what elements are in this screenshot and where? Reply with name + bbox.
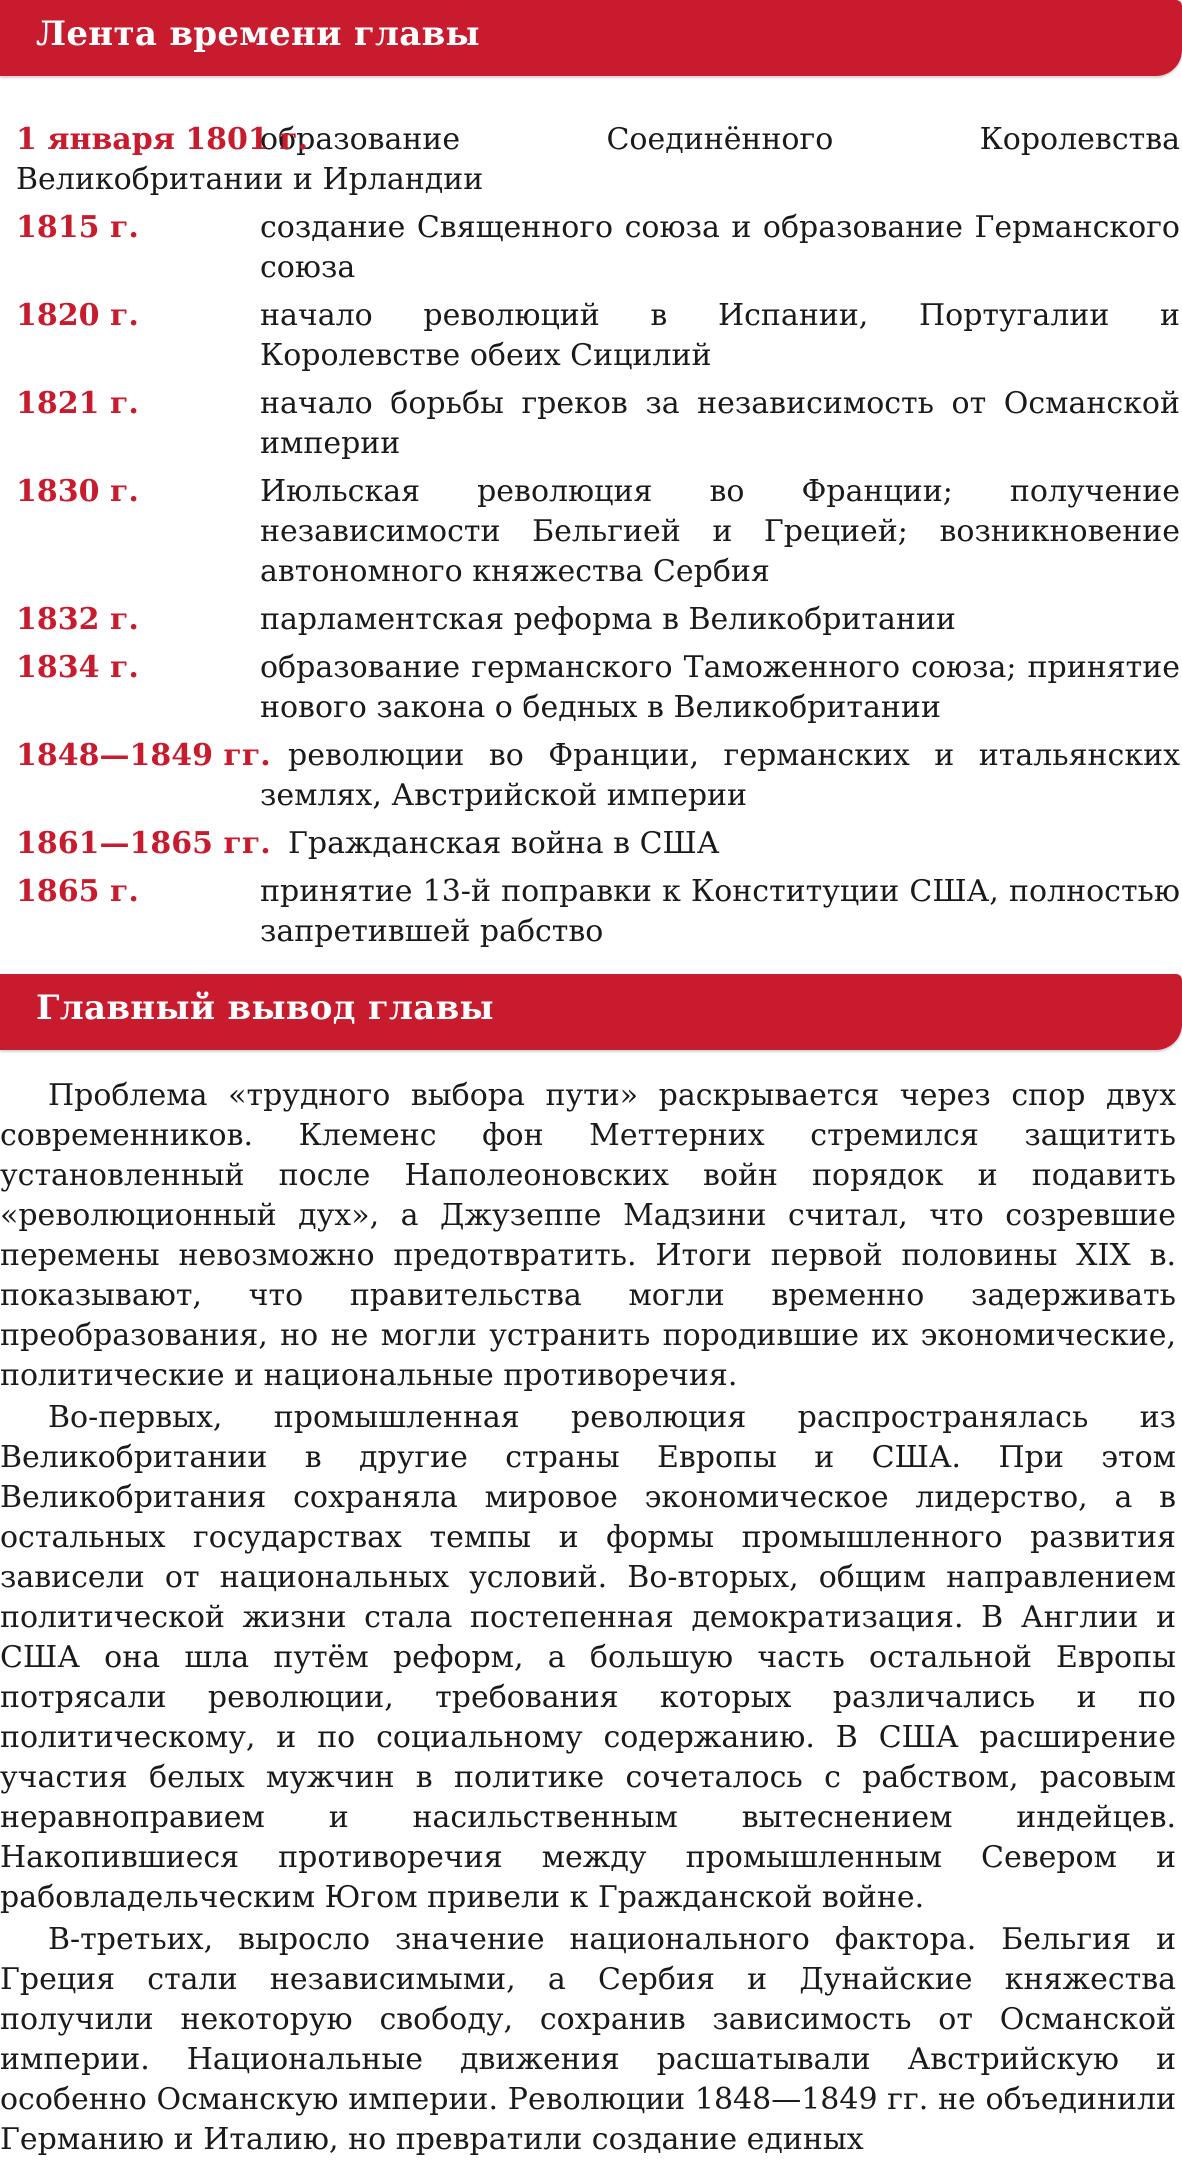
timeline-entry [16, 120, 1182, 200]
timeline-entry [16, 872, 1182, 952]
timeline-entry [16, 296, 1182, 376]
timeline-entry [16, 208, 1182, 288]
timeline-description: образование Соединённого Королевства Великобритании и Ирландии [16, 122, 1180, 197]
conclusion-paragraph: Проблема «трудного выбора пути» раскрывается через спор двух современников. Клеменс фон Меттерних стремился защитить установленный после Наполеоновских войн порядок и подавить «революционный дух», а Джузеппе Мадзини считал, что созревшие перемены невозможно предотвратить. Итоги первой половины XIX в. показывают, что правительства могли временно задерживать преобразования, но не могли устранить породившие их экономические, политические и национальные противоречия. [0, 1078, 1176, 1393]
conclusion-section-title: Главный вывод главы [36, 988, 494, 1028]
conclusion-section-banner [0, 974, 1182, 1050]
timeline-date: 1820 г. [16, 298, 139, 333]
timeline-entry [16, 472, 1182, 592]
timeline-date: 1865 г. [16, 874, 139, 909]
timeline-description: образование германского Таможенного союза; принятие нового закона о бедных в Великобритании [260, 650, 1180, 725]
timeline-date: 1 января 1801 г. [16, 122, 309, 157]
timeline-description: революции во Франции, германских и итальянских землях, Австрийской империи [260, 738, 1180, 813]
timeline-entry [16, 648, 1182, 728]
timeline-description: принятие 13-й поправки к Конституции США, полностью запретившей рабство [260, 874, 1180, 949]
conclusion-paragraph: Во-первых, промышленная революция распространялась из Великобритании в другие страны Европы и США. При этом Великобритания сохраняла мировое экономическое лидерство, а в остальных государствах темпы и формы промышленного развития зависели от национальных условий. Во-вторых, общим направлением политической жизни стала постепенная демократизация. В Англии и США она шла путём реформ, а большую часть остальной Европы потрясали революции, требования которых различались и по политическому, и по социальному содержанию. В США расширение участия белых мужчин в политике сочеталось с рабством, расовым неравноправием и насильственным вытеснением индейцев. Накопившиеся противоречия между промышленным Севером и рабовладельческим Югом привели к Гражданской войне. [0, 1400, 1176, 1915]
timeline-entry [16, 384, 1182, 464]
timeline-date: 1830 г. [16, 474, 139, 509]
timeline-entry [16, 736, 1182, 816]
timeline-entry [16, 824, 1182, 864]
timeline-date: 1815 г. [16, 210, 139, 245]
timeline-description: начало революций в Испании, Португалии и Королевстве обеих Сицилий [260, 298, 1180, 373]
timeline-description: начало борьбы греков за независимость от Османской империи [260, 386, 1180, 461]
timeline-description: Гражданская война в США [288, 826, 720, 861]
timeline-date: 1832 г. [16, 602, 139, 637]
timeline-section-banner [0, 0, 1182, 76]
conclusion-paragraph: В-третьих, выросло значение национального фактора. Бельгия и Греция стали независимыми, а Сербия и Дунайские княжества получили некоторую свободу, сохранив зависимость от Османской империи. Национальные движения расшатывали Австрийскую и особенно Османскую империи. Революции 1848—1849 гг. не объединили Германию и Италию, но превратили создание единых [0, 1922, 1176, 2157]
conclusion-text [0, 1076, 1176, 2162]
timeline-date: 1848—1849 гг. [16, 738, 271, 773]
timeline-date: 1834 г. [16, 650, 139, 685]
timeline-description: создание Священного союза и образование Германского союза [260, 210, 1180, 285]
timeline-date: 1861—1865 гг. [16, 826, 271, 861]
timeline-list [16, 120, 1182, 960]
timeline-section-title: Лента времени главы [36, 14, 480, 54]
timeline-description: парламентская реформа в Великобритании [260, 602, 956, 637]
timeline-date: 1821 г. [16, 386, 139, 421]
timeline-entry [16, 600, 1182, 640]
timeline-description: Июльская революция во Франции; получение независимости Бельгией и Грецией; возникновение автономного княжества Сербия [260, 474, 1180, 589]
